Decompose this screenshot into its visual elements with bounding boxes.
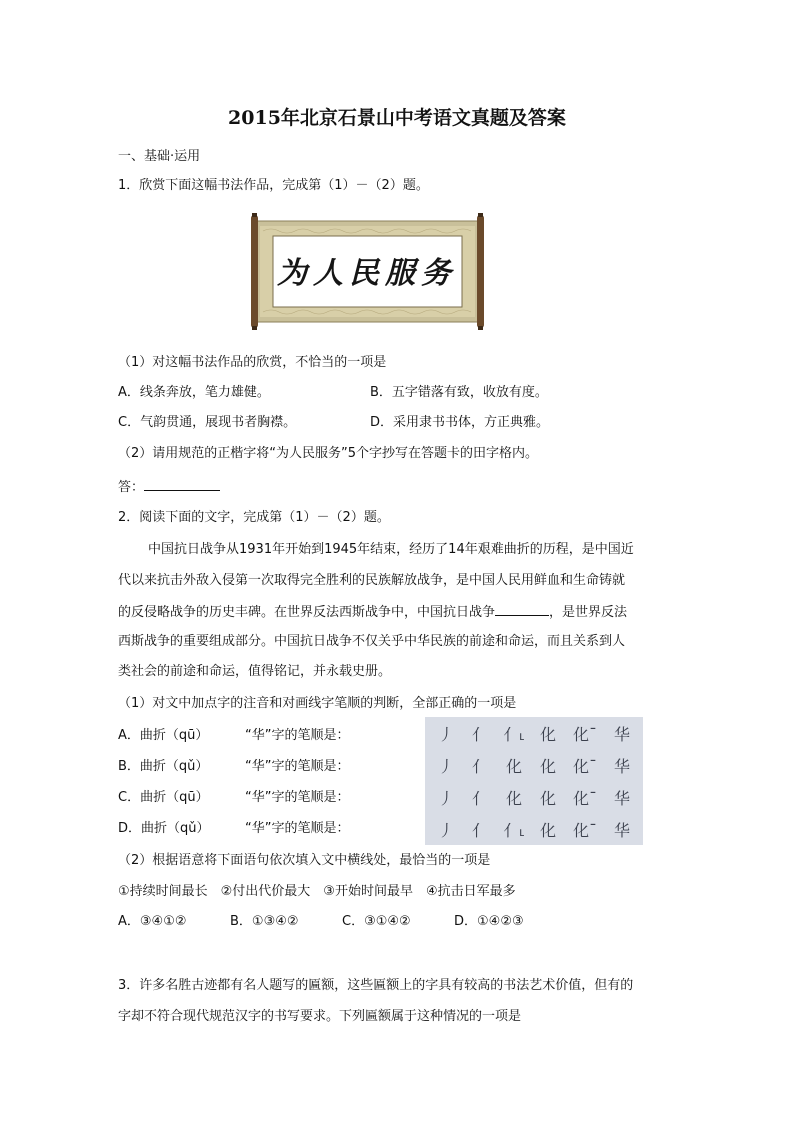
option-b-pinyin: B．曲折（qǔ） xyxy=(118,759,209,774)
question-2-sub2: （2）根据语意将下面语句依次填入文中横线处，最恰当的一项是 xyxy=(118,853,491,868)
stroke-cell: 化ˉ xyxy=(572,725,597,744)
stroke-cell: 化 xyxy=(539,725,556,744)
stroke-cell: 亻 xyxy=(471,757,488,776)
stroke-cell: 化ˉ xyxy=(572,789,597,808)
choice-a: A．③④①② xyxy=(118,914,187,929)
stroke-cell: 化 xyxy=(539,789,556,808)
stroke-cell: 化 xyxy=(505,789,522,808)
option-d-pinyin: D．曲折（qǔ） xyxy=(118,821,210,836)
stroke-cell: 华 xyxy=(613,725,630,744)
stroke-cell: 化ˉ xyxy=(572,821,597,840)
sentence-items: ①持续时间最长 ②付出代价最大 ③开始时间最早 ④抗击日军最多 xyxy=(118,884,516,899)
answer-label: 答： xyxy=(118,480,145,495)
answer-line xyxy=(118,476,220,498)
calligraphy-scroll-image xyxy=(251,213,484,330)
passage-line-5: 类社会的前途和命运，值得铭记，并永载史册。 xyxy=(118,664,392,679)
answer-blank[interactable] xyxy=(144,476,220,491)
stroke-cell: 亻˪ xyxy=(503,725,525,744)
option-b-stroke: “华”字的笔顺是： xyxy=(245,759,350,774)
stroke-cell: 亻 xyxy=(471,725,488,744)
choice-b: B．①③④② xyxy=(230,914,299,929)
passage-line-2: 代以来抗击外敌入侵第一次取得完全胜利的民族解放战争，是中国人民用鲜血和生命铸就 xyxy=(118,573,626,588)
page-title: 2015年北京石景山中考语文真题及答案 xyxy=(228,107,566,129)
stroke-cell: 丿 xyxy=(437,821,454,840)
stroke-cell: 亻 xyxy=(471,789,488,808)
option-c-pinyin: C．曲折（qū） xyxy=(118,790,209,805)
calligraphy-scroll-icon xyxy=(251,213,484,330)
option-c-stroke: “华”字的笔顺是： xyxy=(245,790,350,805)
passage-line-3-text: 的反侵略战争的历史丰碑。在世界反法西斯战争中，中国抗日战争 xyxy=(118,605,496,620)
question-1-sub1: （1）对这幅书法作品的欣赏，不恰当的一项是 xyxy=(118,355,387,370)
stroke-cell: 化 xyxy=(539,757,556,776)
fill-blank[interactable] xyxy=(495,601,549,616)
question-1-stem: 1．欣赏下面这幅书法作品，完成第（1）－（2）题。 xyxy=(118,178,429,193)
question-3-line-1: 3．许多名胜古迹都有名人题写的匾额，这些匾额上的字具有较高的书法艺术价值，但有的 xyxy=(118,978,634,993)
stroke-cell: 华 xyxy=(613,789,630,808)
stroke-cell: 亻 xyxy=(471,821,488,840)
passage-line-3 xyxy=(118,601,627,623)
passage-line-3-tail: ，是世界反法 xyxy=(549,605,628,620)
stroke-cell: 华 xyxy=(613,821,630,840)
option-a-stroke: “华”字的笔顺是： xyxy=(245,728,350,743)
choice-d: D．①④②③ xyxy=(454,914,524,929)
option-c: C．气韵贯通，展现书者胸襟。 xyxy=(118,415,297,430)
option-a: A．线条奔放，笔力雄健。 xyxy=(118,385,270,400)
stroke-cell: 化ˉ xyxy=(572,757,597,776)
choice-c: C．③①④② xyxy=(342,914,411,929)
option-d-stroke: “华”字的笔顺是： xyxy=(245,821,350,836)
calligraphy-text: 为人民服务 xyxy=(277,256,457,291)
question-1-sub2: （2）请用规范的正楷字将“为人民服务”5个字抄写在答题卡的田字格内。 xyxy=(118,446,539,461)
stroke-cell: 化 xyxy=(505,757,522,776)
stroke-cell: 丿 xyxy=(437,757,454,776)
option-b: B．五字错落有致，收放有度。 xyxy=(370,385,548,400)
question-2-stem: 2．阅读下面的文字，完成第（1）－（2）题。 xyxy=(118,510,390,525)
option-a-pinyin: A．曲折（qū） xyxy=(118,728,209,743)
stroke-cell: 化 xyxy=(539,821,556,840)
stroke-cell: 亻˪ xyxy=(503,821,525,840)
stroke-cell: 丿 xyxy=(437,789,454,808)
stroke-cell: 丿 xyxy=(437,725,454,744)
stroke-cell: 华 xyxy=(613,757,630,776)
passage-line-1: 中国抗日战争从1931年开始到1945年结束，经历了14年艰难曲折的历程，是中国近 xyxy=(148,542,634,557)
section-heading: 一、基础·运用 xyxy=(118,149,201,164)
question-3-line-2: 字却不符合现代规范汉字的书写要求。下列匾额属于这种情况的一项是 xyxy=(118,1009,522,1024)
option-d: D．采用隶书书体，方正典雅。 xyxy=(370,415,550,430)
stroke-order-photo xyxy=(425,717,643,845)
passage-line-4: 西斯战争的重要组成部分。中国抗日战争不仅关乎中华民族的前途和命运，而且关系到人 xyxy=(118,634,626,649)
question-2-sub1: （1）对文中加点字的注音和对画线字笔顺的判断，全部正确的一项是 xyxy=(118,696,517,711)
